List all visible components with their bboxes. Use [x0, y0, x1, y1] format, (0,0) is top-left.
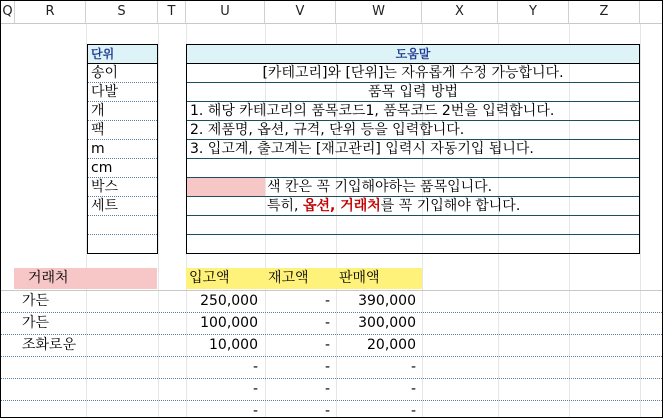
column-header-u[interactable]: U [186, 1, 265, 23]
in-amount-cell: - [252, 359, 258, 375]
sales-amount-cell: 20,000 [367, 337, 416, 353]
column-header-t[interactable]: T [158, 1, 186, 23]
sales-amount-header[interactable]: 판매액 [336, 268, 422, 289]
vendor-cell: 가든 [22, 315, 50, 331]
table-row[interactable] [1, 335, 662, 357]
column-header-q[interactable]: Q [1, 1, 15, 23]
unit-cell[interactable]: 박스 [88, 178, 157, 197]
required-color-swatch [187, 178, 265, 196]
table-row[interactable] [1, 379, 662, 401]
stock-amount-cell: - [324, 403, 330, 418]
vendor-cell: 조화로운 [22, 337, 77, 353]
in-amount-header[interactable]: 입고액 [186, 268, 265, 289]
stock-amount-cell: - [324, 293, 330, 309]
help-line[interactable]: 2. 제품명, 옵션, 규격, 단위 등을 입력합니다. [187, 121, 639, 140]
required-legend-text: 색 칸은 꼭 기입해야하는 품목입니다. [267, 179, 493, 195]
stock-amount-cell: - [324, 359, 330, 375]
sales-amount-cell: - [410, 381, 416, 397]
column-header-z[interactable]: Z [569, 1, 640, 23]
column-header-w[interactable]: W [336, 1, 422, 23]
required-legend-row[interactable] [187, 178, 639, 197]
stock-amount-cell: - [324, 337, 330, 353]
column-header-x[interactable]: X [422, 1, 498, 23]
column-header-y[interactable]: Y [498, 1, 569, 23]
unit-cell[interactable] [88, 235, 157, 253]
emphasis-prefix: 특히, [267, 198, 303, 214]
help-line[interactable] [187, 159, 639, 178]
unit-cell[interactable]: 세트 [88, 197, 157, 216]
help-line[interactable] [187, 235, 639, 253]
sales-amount-cell: 300,000 [358, 315, 416, 331]
in-amount-cell: 100,000 [200, 315, 258, 331]
vendor-cell: 가든 [22, 293, 50, 309]
sales-amount-cell: - [410, 359, 416, 375]
unit-cell[interactable]: cm [88, 159, 157, 178]
unit-cell[interactable]: 송이 [88, 64, 157, 83]
column-header-bar [1, 1, 662, 24]
column-header-s[interactable]: S [86, 1, 158, 23]
help-line[interactable]: [카테고리]와 [단위]는 자유롭게 수정 가능합니다. [187, 64, 639, 83]
in-amount-cell: 250,000 [200, 293, 258, 309]
in-amount-cell: - [252, 403, 258, 418]
unit-list-header[interactable]: 단위 [88, 45, 157, 64]
help-panel [186, 44, 640, 254]
sales-amount-cell: - [410, 403, 416, 418]
unit-cell[interactable]: 다발 [88, 83, 157, 102]
unit-list [87, 44, 158, 254]
emphasis-required-fields: 옵션, 거래처 [302, 198, 381, 214]
table-row[interactable] [1, 401, 662, 418]
table-row[interactable] [1, 291, 662, 313]
column-header-r[interactable]: R [15, 1, 86, 23]
help-line[interactable]: 3. 입고계, 출고계는 [재고관리] 입력시 자동기입 됩니다. [187, 140, 639, 159]
unit-cell[interactable]: 개 [88, 102, 157, 121]
unit-cell[interactable]: m [88, 140, 157, 159]
in-amount-cell: 10,000 [209, 337, 258, 353]
help-panel-header[interactable]: 도움말 [187, 45, 639, 64]
stock-amount-cell: - [324, 315, 330, 331]
table-row[interactable] [1, 313, 662, 335]
help-line[interactable]: 품목 입력 방법 [187, 83, 639, 102]
column-header-v[interactable]: V [265, 1, 336, 23]
emphasis-suffix: 를 꼭 기입해야 합니다. [380, 198, 521, 214]
unit-cell[interactable]: 팩 [88, 121, 157, 140]
help-line-emphasis[interactable] [187, 197, 639, 216]
help-line[interactable]: 1. 해당 카테고리의 품목코드1, 품목코드 2번을 입력합니다. [187, 102, 639, 121]
stock-amount-cell: - [324, 381, 330, 397]
stock-amount-header[interactable]: 재고액 [265, 268, 336, 289]
sales-amount-cell: 390,000 [358, 293, 416, 309]
help-line[interactable] [187, 216, 639, 235]
in-amount-cell: - [252, 381, 258, 397]
unit-cell[interactable] [88, 216, 157, 235]
emphasis-text [267, 197, 520, 215]
vendor-header[interactable]: 거래처 [14, 268, 157, 289]
table-row[interactable] [1, 357, 662, 379]
